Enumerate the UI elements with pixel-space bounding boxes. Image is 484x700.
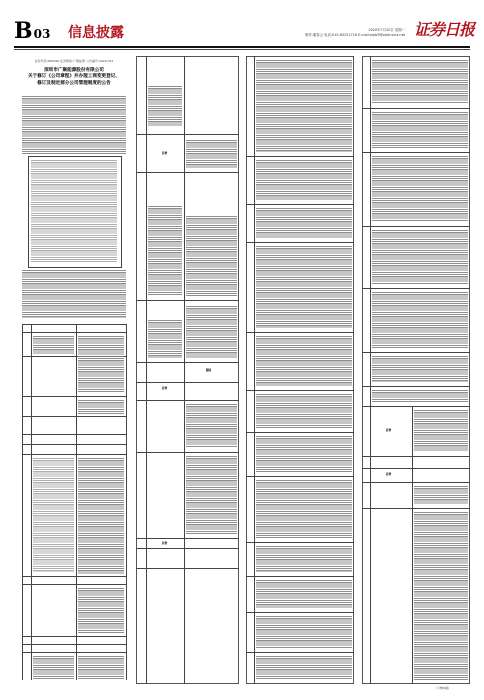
table-border: [126, 324, 127, 680]
table-row-divider: [362, 288, 470, 289]
table-cell-text: [186, 456, 237, 534]
table-row-divider: [22, 576, 126, 577]
table-cell-text: [186, 140, 237, 168]
paper-logo: 证券日报: [414, 20, 475, 39]
table-cell-text: [414, 486, 468, 504]
table-cell-text: [186, 404, 237, 448]
column-2: [136, 56, 239, 684]
table-row-divider: [136, 362, 239, 363]
table-border: [370, 56, 371, 684]
table-cell-text: [372, 60, 468, 104]
article-headline: 关于修订《公司章程》并办理工商变更登记、: [28, 74, 120, 80]
table-row-divider: [246, 390, 354, 391]
table-row-divider: [136, 452, 239, 453]
table-cell-text: [256, 208, 352, 238]
issue-info: [280, 28, 405, 37]
table-cell-text: [256, 616, 352, 648]
table-cell-text: [372, 356, 468, 382]
body-text: [22, 96, 126, 154]
table-cell-text: [372, 112, 468, 148]
masthead-rule-thin: [14, 49, 470, 50]
table-row-divider: [22, 584, 126, 585]
table-cell-text: [186, 306, 237, 358]
section-title: 信息披露: [68, 25, 124, 41]
table-cell-text: [256, 480, 352, 538]
table-cell-text: [78, 336, 124, 392]
table-border: [184, 56, 185, 684]
table-cell-text: [256, 246, 352, 328]
table-cell-text: [372, 390, 468, 402]
table-row-divider: [246, 652, 354, 653]
table-border: [76, 324, 77, 680]
table-border: [146, 56, 147, 684]
table-border: [412, 406, 413, 684]
table-content: [31, 160, 117, 262]
table-row-divider: [22, 434, 126, 435]
article-headline-cont: 修订及制定部分公司管理制度的公告: [37, 80, 111, 86]
body-text: [22, 270, 126, 318]
table-row-divider: [136, 382, 239, 383]
company-name: 深圳市广聚能源股份有限公司: [44, 68, 104, 73]
table-cell-text: [256, 436, 352, 472]
table-cell-text: [372, 230, 468, 284]
table-row-divider: [22, 644, 126, 645]
editor-contact: 制作:董春云 电话:010-83251716 E-mail:zqrb9@zqrb.sina.net: [304, 32, 405, 37]
table-row-divider: [136, 300, 239, 301]
table-row-divider: [22, 332, 126, 333]
section-badge: [14, 18, 50, 44]
table-row-divider: [362, 508, 470, 509]
table-row-divider: [136, 538, 239, 539]
table-cell-text: [78, 656, 124, 680]
cell-label: 删除: [206, 369, 212, 372]
masthead: [0, 0, 484, 50]
table-row-divider: [362, 108, 470, 109]
table-cell-text: [33, 336, 74, 354]
section-number: 03: [33, 27, 51, 41]
stock-info-line: 证券代码:000096 证券简称:广聚能源 公告编号:2020-021: [34, 59, 114, 63]
table-cell-text: [78, 588, 124, 634]
table-cell-text: [256, 394, 352, 428]
table-row-divider: [246, 576, 354, 577]
table-row-divider: [246, 612, 354, 613]
table-cell-text: [186, 216, 237, 296]
table-cell-text: [372, 156, 468, 222]
table-row-divider: [246, 204, 354, 205]
table-cell-text: [148, 86, 182, 126]
table-cell-text: [256, 160, 352, 200]
table-cell-text: [256, 60, 352, 152]
table-cell-text: [372, 292, 468, 348]
cell-label: 新增: [162, 152, 168, 155]
table-cell-text: [33, 458, 74, 572]
table-cell-text: [33, 656, 74, 680]
table-row-divider: [136, 134, 239, 135]
cell-label: 新增: [386, 473, 392, 476]
table-row-divider: [22, 636, 126, 637]
table-cell-text: [414, 410, 468, 452]
article-head: [22, 59, 126, 87]
cell-label: 新增: [162, 542, 168, 545]
table-row-divider: [136, 400, 239, 401]
table-row-divider: [22, 652, 126, 653]
table-border: [22, 324, 126, 325]
table-row-divider: [362, 406, 470, 407]
table-border: [22, 324, 23, 680]
table-cell-text: [148, 206, 182, 296]
column-3: [246, 56, 354, 684]
masthead-rule: [14, 46, 470, 48]
table-cell-text: [256, 656, 352, 680]
table-cell-text: [78, 458, 124, 574]
table-row-divider: [136, 548, 239, 549]
table-cell-text: [256, 580, 352, 608]
table-row-divider: [362, 456, 470, 457]
table-row-divider: [362, 352, 470, 353]
table-row-divider: [362, 386, 470, 387]
cell-label: 新增: [386, 429, 392, 432]
table-cell-text: [256, 546, 352, 572]
table-row-divider: [246, 156, 354, 157]
cell-label: 新增: [162, 387, 168, 390]
table-row-divider: [246, 476, 354, 477]
table-row-divider: [22, 416, 126, 417]
table-border: [31, 324, 32, 680]
table-row-divider: [362, 152, 470, 153]
table-row-divider: [246, 332, 354, 333]
table-row-divider: [22, 396, 126, 397]
table-row-divider: [22, 444, 126, 445]
table-cell-text: [414, 512, 468, 680]
table-row-divider: [246, 542, 354, 543]
issue-date: 2020年7月20日 星期一: [368, 28, 405, 32]
table-row-divider: [362, 482, 470, 483]
table-row-divider: [246, 242, 354, 243]
continued-stamp: (下转B4版): [436, 687, 450, 690]
table-row-divider: [246, 432, 354, 433]
section-letter: B: [14, 18, 33, 44]
table-row-divider: [362, 468, 470, 469]
table-border: [254, 56, 255, 684]
table-cell-text: [78, 400, 124, 414]
table-cell-text: [148, 320, 182, 358]
column-4: [362, 56, 470, 684]
table-row-divider: [136, 172, 239, 173]
table-row-divider: [22, 454, 126, 455]
table-cell-text: [256, 336, 352, 386]
table-row-divider: [136, 568, 239, 569]
table-row-divider: [362, 226, 470, 227]
column-1: [18, 56, 130, 684]
